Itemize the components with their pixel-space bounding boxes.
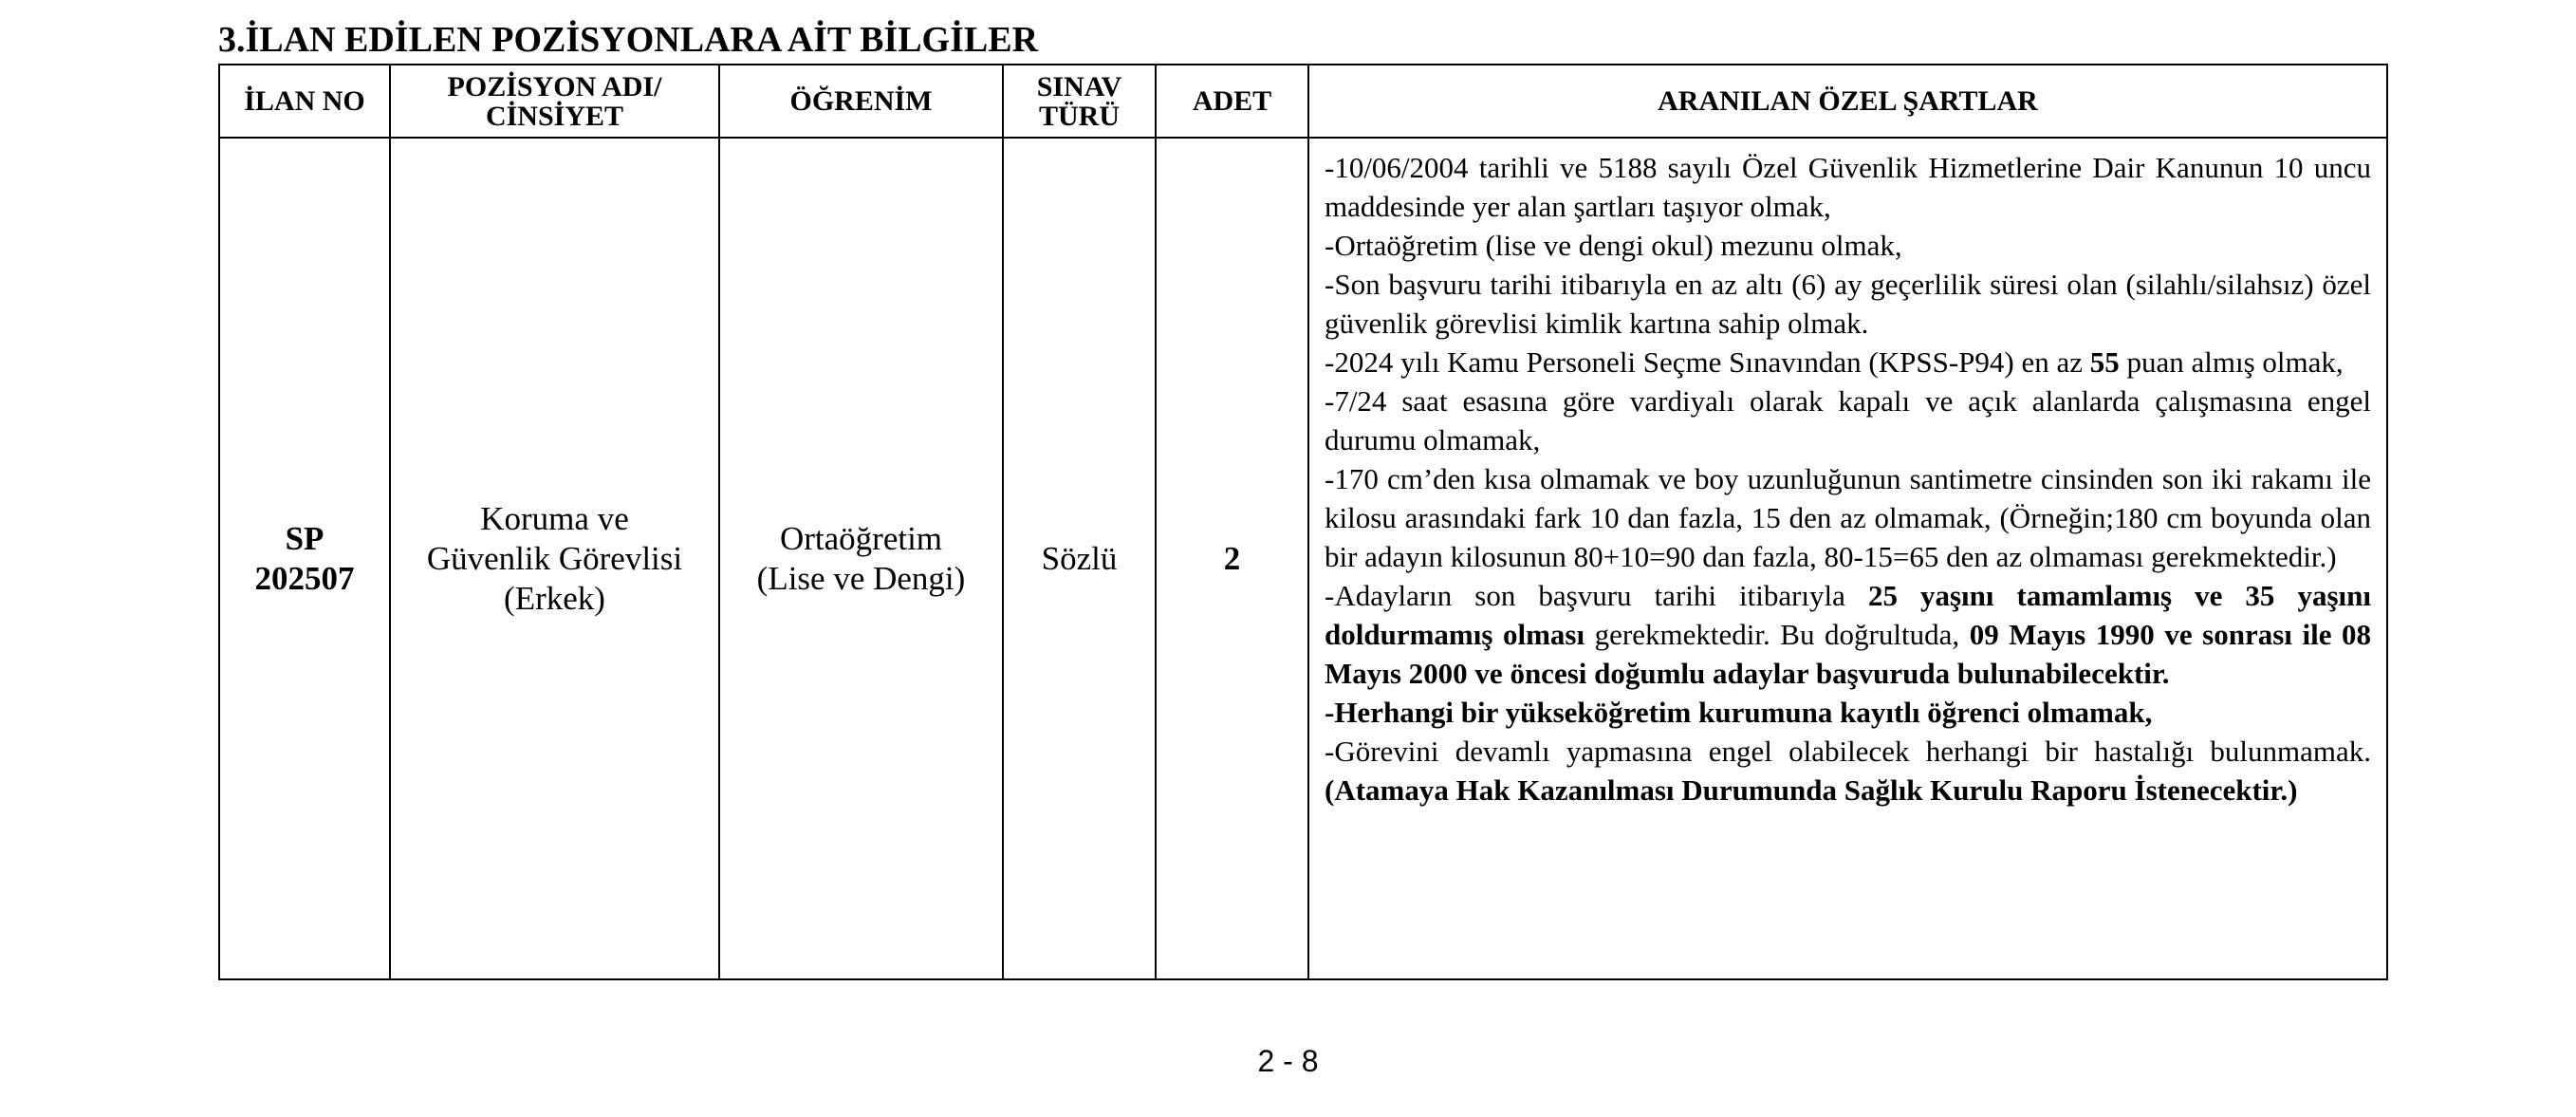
cell-sinav-turu: Sözlü — [1003, 138, 1156, 979]
section-title: 3.İLAN EDİLEN POZİSYONLARA AİT BİLGİLER — [218, 20, 1039, 60]
cell-ilan-no: SP 202507 — [219, 138, 390, 979]
requirement-7: -Adayların son başvuru tarihi itibarıyla 25 yaşını tamamlamış ve 35 yaşını doldurmamış olması gerekmektedir. Bu doğrultuda, 09 Mayıs 1990 ve sonrası ile 08 Mayıs 2000 ve öncesi doğumlu adaylar başvuruda bulunabilecektir. — [1325, 579, 2372, 690]
header-pozisyon: POZİSYON ADI/ CİNSİYET — [390, 65, 719, 138]
header-sinav-turu: SINAV TÜRÜ — [1003, 65, 1156, 138]
cell-pozisyon: Koruma ve Güvenlik Görevlisi (Erkek) — [390, 138, 719, 979]
page-number: 2 - 8 — [1257, 1044, 1319, 1078]
cell-adet: 2 — [1156, 138, 1308, 979]
requirement-5: -7/24 saat esasına göre vardiyalı olarak kapalı ve açık alanlarda çalışmasına engel durumu olmamak, — [1325, 384, 2371, 456]
requirement-9: -Görevini devamlı yapmasına engel olabilecek herhangi bir hastalığı bulunmamak. (Atamaya Hak Kazanılması Durumunda Sağlık Kurulu Raporu İstenecektir.) — [1325, 735, 2371, 807]
requirement-7-dates: 09 Mayıs 1990 ve sonrası ile 08 Mayıs 2000 ve öncesi doğumlu adaylar başvuruda bulunabilecektir. — [1325, 618, 2372, 690]
requirement-4: -2024 yılı Kamu Personeli Seçme Sınavından (KPSS-P94) en az 55 puan almış olmak, — [1325, 345, 2344, 379]
header-ogrenim: ÖĞRENİM — [719, 65, 1003, 138]
requirement-8: -Herhangi bir yükseköğretim kurumuna kayıtlı öğrenci olmamak, — [1325, 696, 2153, 729]
positions-table — [218, 64, 2388, 980]
requirement-7-age: 25 yaşını tamamlamış ve 35 yaşını doldurmamış olması — [1325, 579, 2371, 651]
requirement-2: -Ortaöğretim (lise ve dengi okul) mezunu olmak, — [1325, 229, 1902, 262]
requirement-3: -Son başvuru tarihi itibarıyla en az altı (6) ay geçerlilik süresi olan (silahlı/silahsız) özel güvenlik görevlisi kimlik kartına sahip olmak. — [1325, 268, 2371, 340]
header-ilan-no: İLAN NO — [219, 65, 390, 138]
table-row — [219, 138, 2387, 979]
header-sartlar: ARANILAN ÖZEL ŞARTLAR — [1308, 65, 2387, 138]
requirement-1: -10/06/2004 tarihli ve 5188 sayılı Özel Güvenlik Hizmetlerine Dair Kanunun 10 uncu maddesinde yer alan şartları taşıyor olmak, — [1325, 151, 2371, 223]
header-adet: ADET — [1156, 65, 1308, 138]
table-header-row — [219, 65, 2387, 138]
requirement-9-note: (Atamaya Hak Kazanılması Durumunda Sağlık Kurulu Raporu İstenecektir.) — [1325, 773, 2298, 807]
requirement-6: -170 cm’den kısa olmamak ve boy uzunluğunun santimetre cinsinden son iki rakamı ile kilosu arasındaki fark 10 dan fazla, 15 den az olmamak, (Örneğin;180 cm boyunda olan bir adayın kilosunun 80+10=90 dan fazla, 80-15=65 den az olmaması gerekmektedir.) — [1325, 462, 2371, 573]
cell-requirements — [1308, 138, 2387, 979]
cell-ogrenim: Ortaöğretim (Lise ve Dengi) — [719, 138, 1003, 979]
requirement-4-score: 55 — [2089, 345, 2120, 379]
